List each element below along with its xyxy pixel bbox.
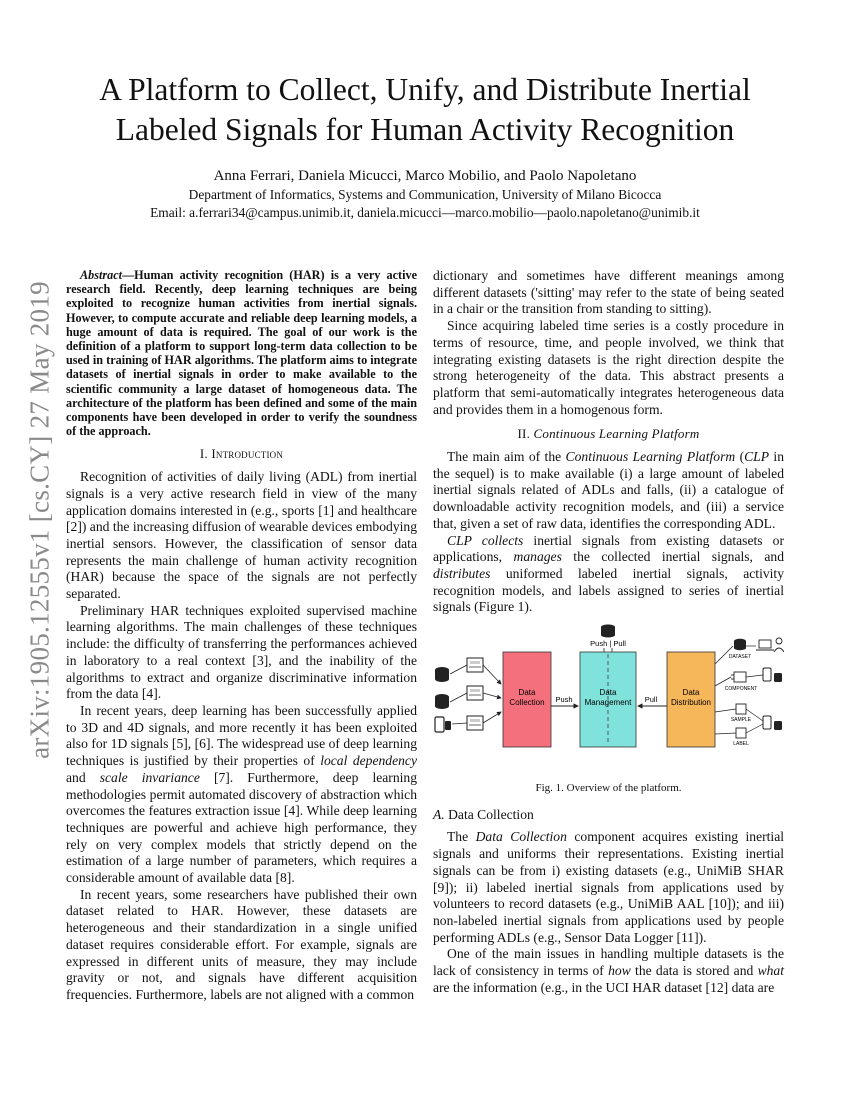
smartphone-icon xyxy=(763,668,771,681)
platform-overview-figure xyxy=(433,624,784,774)
author-list: Anna Ferrari, Daniela Micucci, Marco Mobilio, and Paolo Napoletano xyxy=(213,168,637,184)
data-collection-paragraph: One of the main issues in handling multiple datasets is the lack of consistency in terms of how the data is stored and what are the information (e.g., in the UCI HAR dataset [12] data are xyxy=(433,946,784,995)
push-label: Push xyxy=(555,695,573,705)
intro-paragraph: Preliminary HAR techniques exploited supervised machine learning algorithms. The main challenges of these techniques include: the difficulty of transferring the performances achieved in laboratory to a real context [3], and the inability of the algorithms to extract and organize discriminative information from the data [4]. xyxy=(66,602,417,702)
database-icon xyxy=(601,625,615,638)
intro-paragraph-continued: dictionary and sometimes have different meanings among different datasets ('sitting' may refer to the state of being seated in a chair or the transition from standing to sitting). xyxy=(433,268,784,317)
collection-label-line2: Collection xyxy=(509,698,545,708)
section-heading-clp: II. Continuous Learning Platform xyxy=(517,426,700,442)
dataset-label: DATASET xyxy=(728,654,752,661)
document-icon xyxy=(467,686,483,700)
laptop-icon xyxy=(756,640,774,650)
smartphone-icon xyxy=(435,717,451,732)
intro-paragraph: In recent years, deep learning has been successfully applied to 3D and 4D signals, and more recently it has been exploited also for 1D signals [5], [6]. The widespread use of deep learning techniques is justified by their properties of local dependency and scale invariance [7]. Furthermore, deep learning methodologies permit automated discovery of abstraction which overcomes the features extraction issue [4]. While deep learning techniques are powerful and achieve high performance, they rely on very complex models that strictly depend on the estimation of a large number of parameters, which requires a considerable amount of available data [8]. xyxy=(66,702,418,886)
subsection-heading-data-collection: A. Data Collection xyxy=(433,806,534,822)
label-label: LABEL xyxy=(733,741,749,748)
author-emails: Email: a.ferrari34@campus.unimib.it, daniela.micucci—marco.mobilio—paolo.napoletano@unimib.it xyxy=(150,205,700,220)
push-pull-label: Push | Pull xyxy=(590,639,626,649)
abstract-label: Abstract xyxy=(80,268,122,282)
smartwatch-icon xyxy=(774,721,782,730)
figure-caption: Fig. 1. Overview of the platform. xyxy=(535,782,682,795)
right-column xyxy=(433,268,784,997)
arxiv-identifier: arXiv:1905.12555v1 [cs.CY] 27 May 2019 xyxy=(24,281,55,759)
management-label-line1: Data xyxy=(599,688,617,698)
distribution-label-line1: Data xyxy=(682,688,700,698)
paper-title: A Platform to Collect, Unify, and Distribute Inertial Labeled Signals for Human Activity Recognition xyxy=(99,72,751,147)
database-icon xyxy=(435,667,449,682)
sample-icon xyxy=(736,704,746,714)
clp-paragraph: The main aim of the Continuous Learning Platform (CLP in the sequel) is to make available (i) a large amount of labeled inertial signals related of ADLs and falls, (ii) a catalogue of downloadable activity recognition models, and (iii) a service that, given a set of raw data, identifies the corresponding ADL. xyxy=(433,449,785,531)
intro-paragraph: In recent years, some researchers have published their own dataset related to HAR. However, these datasets are heterogeneous and their standardization in a single unified dataset requires considerable effort. For example, signals are expressed in different units of measure, they may include gravity or not, and signals have different acquisition frequencies. Furthermore, labels are not aligned with a common xyxy=(66,886,417,1002)
component-label: COMPONENT xyxy=(724,686,758,693)
management-label-line2: Management xyxy=(584,698,632,708)
smartwatch-icon xyxy=(774,673,782,682)
sample-label: SAMPLE xyxy=(730,717,752,724)
platform-diagram xyxy=(433,624,784,774)
intro-paragraph: Since acquiring labeled time series is a costly procedure in terms of resource, time, and people involved, we think that integrating existing datasets is the right direction despite the strong heterogeneity of the data. This abstract presents a platform that semi-automatically integrates heterogeneous data and provides them in a homogenous form. xyxy=(433,318,784,417)
abstract xyxy=(66,268,417,438)
abstract-text: —Human activity recognition (HAR) is a very active research field. Recently, deep learning techniques are being exploited to recognize human activities from inertial signals. However, to compute accurate and reliable deep learning models, a huge amount of data is required. The goal of our work is the definition of a platform to support long-term data collection to be used in training of HAR algorithms. The platform aims to integrate datasets of inertial signals in order to make available to the scientific community a large dataset of homogeneous data. The architecture of the platform has been defined and some of the main components have been developed in order to verify the soundness of the approach. xyxy=(66,268,417,439)
affiliation: Department of Informatics, Systems and Communication, University of Milano Bicocca xyxy=(188,187,662,202)
left-column xyxy=(66,268,417,1004)
label-icon xyxy=(736,728,746,738)
pull-label: Pull xyxy=(644,695,658,705)
user-icon xyxy=(774,638,784,652)
smartphone-icon xyxy=(763,716,771,729)
database-icon xyxy=(734,639,746,650)
section-heading-introduction: I. Introduction xyxy=(199,446,284,462)
component-icon xyxy=(731,672,746,682)
clp-paragraph: CLP collects inertial signals from existing datasets or applications, manages the collected inertial signals, and distributes uniformed labeled inertial signals, activity recognition models, and labels assigned to series of inertial signals (Figure 1). xyxy=(433,532,784,615)
data-collection-paragraph: The Data Collection component acquires existing inertial signals and uniforms their representations. Existing inertial signals can be from i) existing datasets (e.g., UniMiB SHAR [9]); ii) labeled inertial signals from applications used by volunteers to record datasets (e.g., UniMiB AAL [10]); and iii) non-labeled inertial signals from applications used by people performing ADLs (e.g., Sensor Data Logger [11]). xyxy=(433,829,785,945)
document-icon xyxy=(467,716,483,730)
distribution-label-line2: Distribution xyxy=(670,698,712,708)
database-icon xyxy=(435,694,449,709)
collection-label-line1: Data xyxy=(518,688,536,698)
intro-paragraph: Recognition of activities of daily living (ADL) from inertial signals is a very active research field in view of the many application domains interested in (e.g., sports [1] and healthcare [2]) and the increasing diffusion of wearable devices embodying inertial sensors. However, the classification of sensor data represents the main challenge of human activity recognition (HAR) because the space of the signals are not perfectly separated. xyxy=(66,469,417,602)
document-icon xyxy=(467,658,483,672)
